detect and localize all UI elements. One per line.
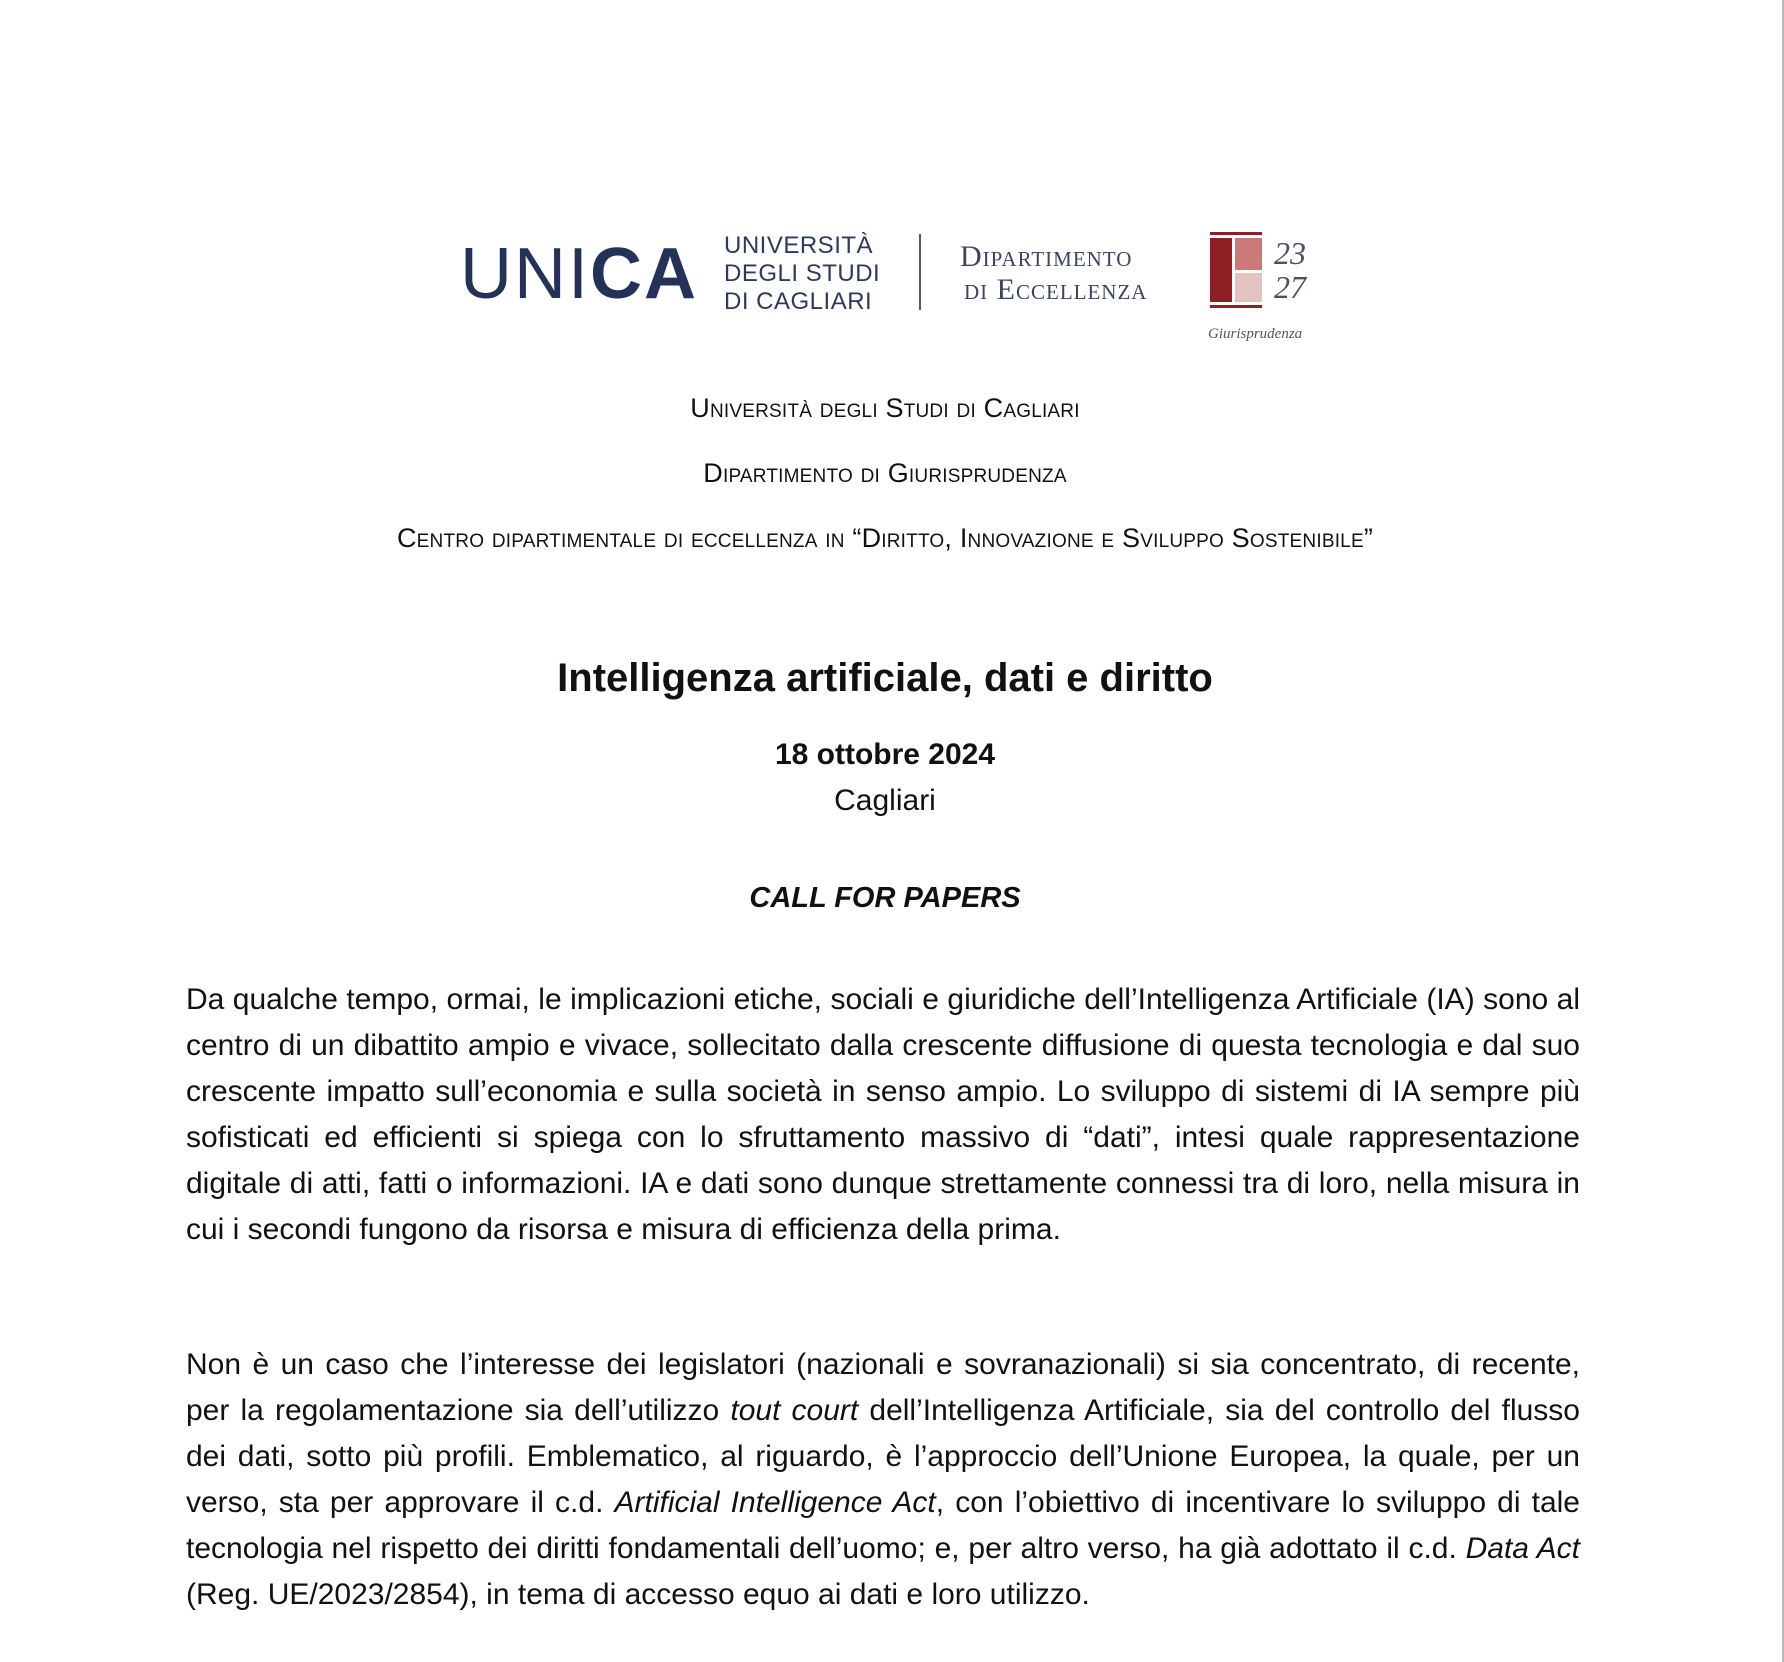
- university-name-line: UNIVERSITÀ: [724, 232, 874, 259]
- header-logo-band: [460, 228, 1340, 358]
- paragraph-2-italic: Artificial Intelligence Act: [614, 1486, 936, 1519]
- institution-department-text: Dipartimento di Giurisprudenza: [703, 458, 1067, 488]
- paragraph-2-segment: Non è un caso che l’interesse dei legislatori (nazionali e sovranazionali) si sia concentrato, di recente, per la regolamentazione sia dell’utilizzo: [186, 1348, 1580, 1427]
- institution-line-university: [0, 393, 1770, 424]
- institution-line-department: [0, 458, 1770, 489]
- paragraph-2-italic: tout court: [730, 1394, 859, 1427]
- paragraph-2-italic: Data Act: [1465, 1532, 1580, 1565]
- unica-logo: [460, 234, 698, 314]
- body-paragraph-1: Da qualche tempo, ormai, le implicazioni etiche, sociali e giuridiche dell’Intelligenza Artificiale (IA) sono al centro di un dibattito ampio e vivace, sollecitato dalla crescente diffusione di questa tecnologia e dal suo crescente impatto sull’economia e sulla società in senso ampio. Lo sviluppo di sistemi di IA sempre più sofisticati ed efficienti si spiega con lo sfruttamento massivo di “dati”, intesi quale rappresentazione digitale di atti, fatti o informazioni. IA e dati sono dunque strettamente connessi tra di loro, nella misura in cui i secondi fungono da risorsa e misura di efficienza della prima.: [186, 983, 1580, 1246]
- body-paragraph-2: [186, 1342, 1580, 1618]
- dept-excellence-line1: [960, 240, 1147, 273]
- university-name-line: DI CAGLIARI: [724, 288, 873, 315]
- dept-excellence-line2: [960, 273, 1147, 306]
- dept-excellence-line1-text: Dipartimento: [960, 240, 1133, 273]
- excellence-subtitle: Giurisprudenza: [1208, 326, 1303, 342]
- institution-university-text: Università degli Studi di Cagliari: [690, 393, 1080, 423]
- institution-centre-text: Centro dipartimentale di eccellenza in “Diritto, Innovazione e Sviluppo Sostenibile”: [396, 523, 1374, 553]
- event-title: Intelligenza artificiale, dati e diritto: [557, 656, 1213, 700]
- dept-excellence-line2-text: di Eccellenza: [964, 273, 1148, 306]
- logo-divider: [919, 234, 921, 310]
- paragraph-2-segment: , con l’obiettivo di incentivare lo sviluppo di tale tecnologia nel rispetto dei diritti fondamentali dell’uomo; e, per altro verso, ha già adottato il c.d.: [186, 1486, 1580, 1565]
- excellence-mark-icon: [1210, 232, 1270, 312]
- institution-line-centre: [0, 523, 1770, 554]
- excellence-years: [1274, 236, 1306, 304]
- dipartimento-eccellenza-logo: [960, 240, 1147, 306]
- university-name-line: DEGLI STUDI: [724, 260, 881, 287]
- year-top: 23: [1274, 235, 1306, 271]
- paragraph-2-segment: dell’Intelligenza Artificiale, sia del controllo del flusso dei dati, sotto più profili. Emblematico, al riguardo, è l’approccio dell’Unione Europea, la quale, per un verso, sta per approvare il c.d.: [186, 1394, 1580, 1519]
- paragraph-2-segment: (Reg. UE/2023/2854), in tema di accesso equo ai dati e loro utilizzo.: [186, 1578, 1090, 1611]
- year-bottom: 27: [1274, 269, 1306, 305]
- unica-logo-uni: UNI: [460, 234, 590, 314]
- university-name-block: [724, 232, 880, 316]
- event-date: 18 ottobre 2024: [774, 738, 996, 771]
- event-place: Cagliari: [834, 784, 936, 817]
- unica-logo-ca: CA: [590, 234, 698, 314]
- call-for-papers-heading: CALL FOR PAPERS: [749, 882, 1021, 914]
